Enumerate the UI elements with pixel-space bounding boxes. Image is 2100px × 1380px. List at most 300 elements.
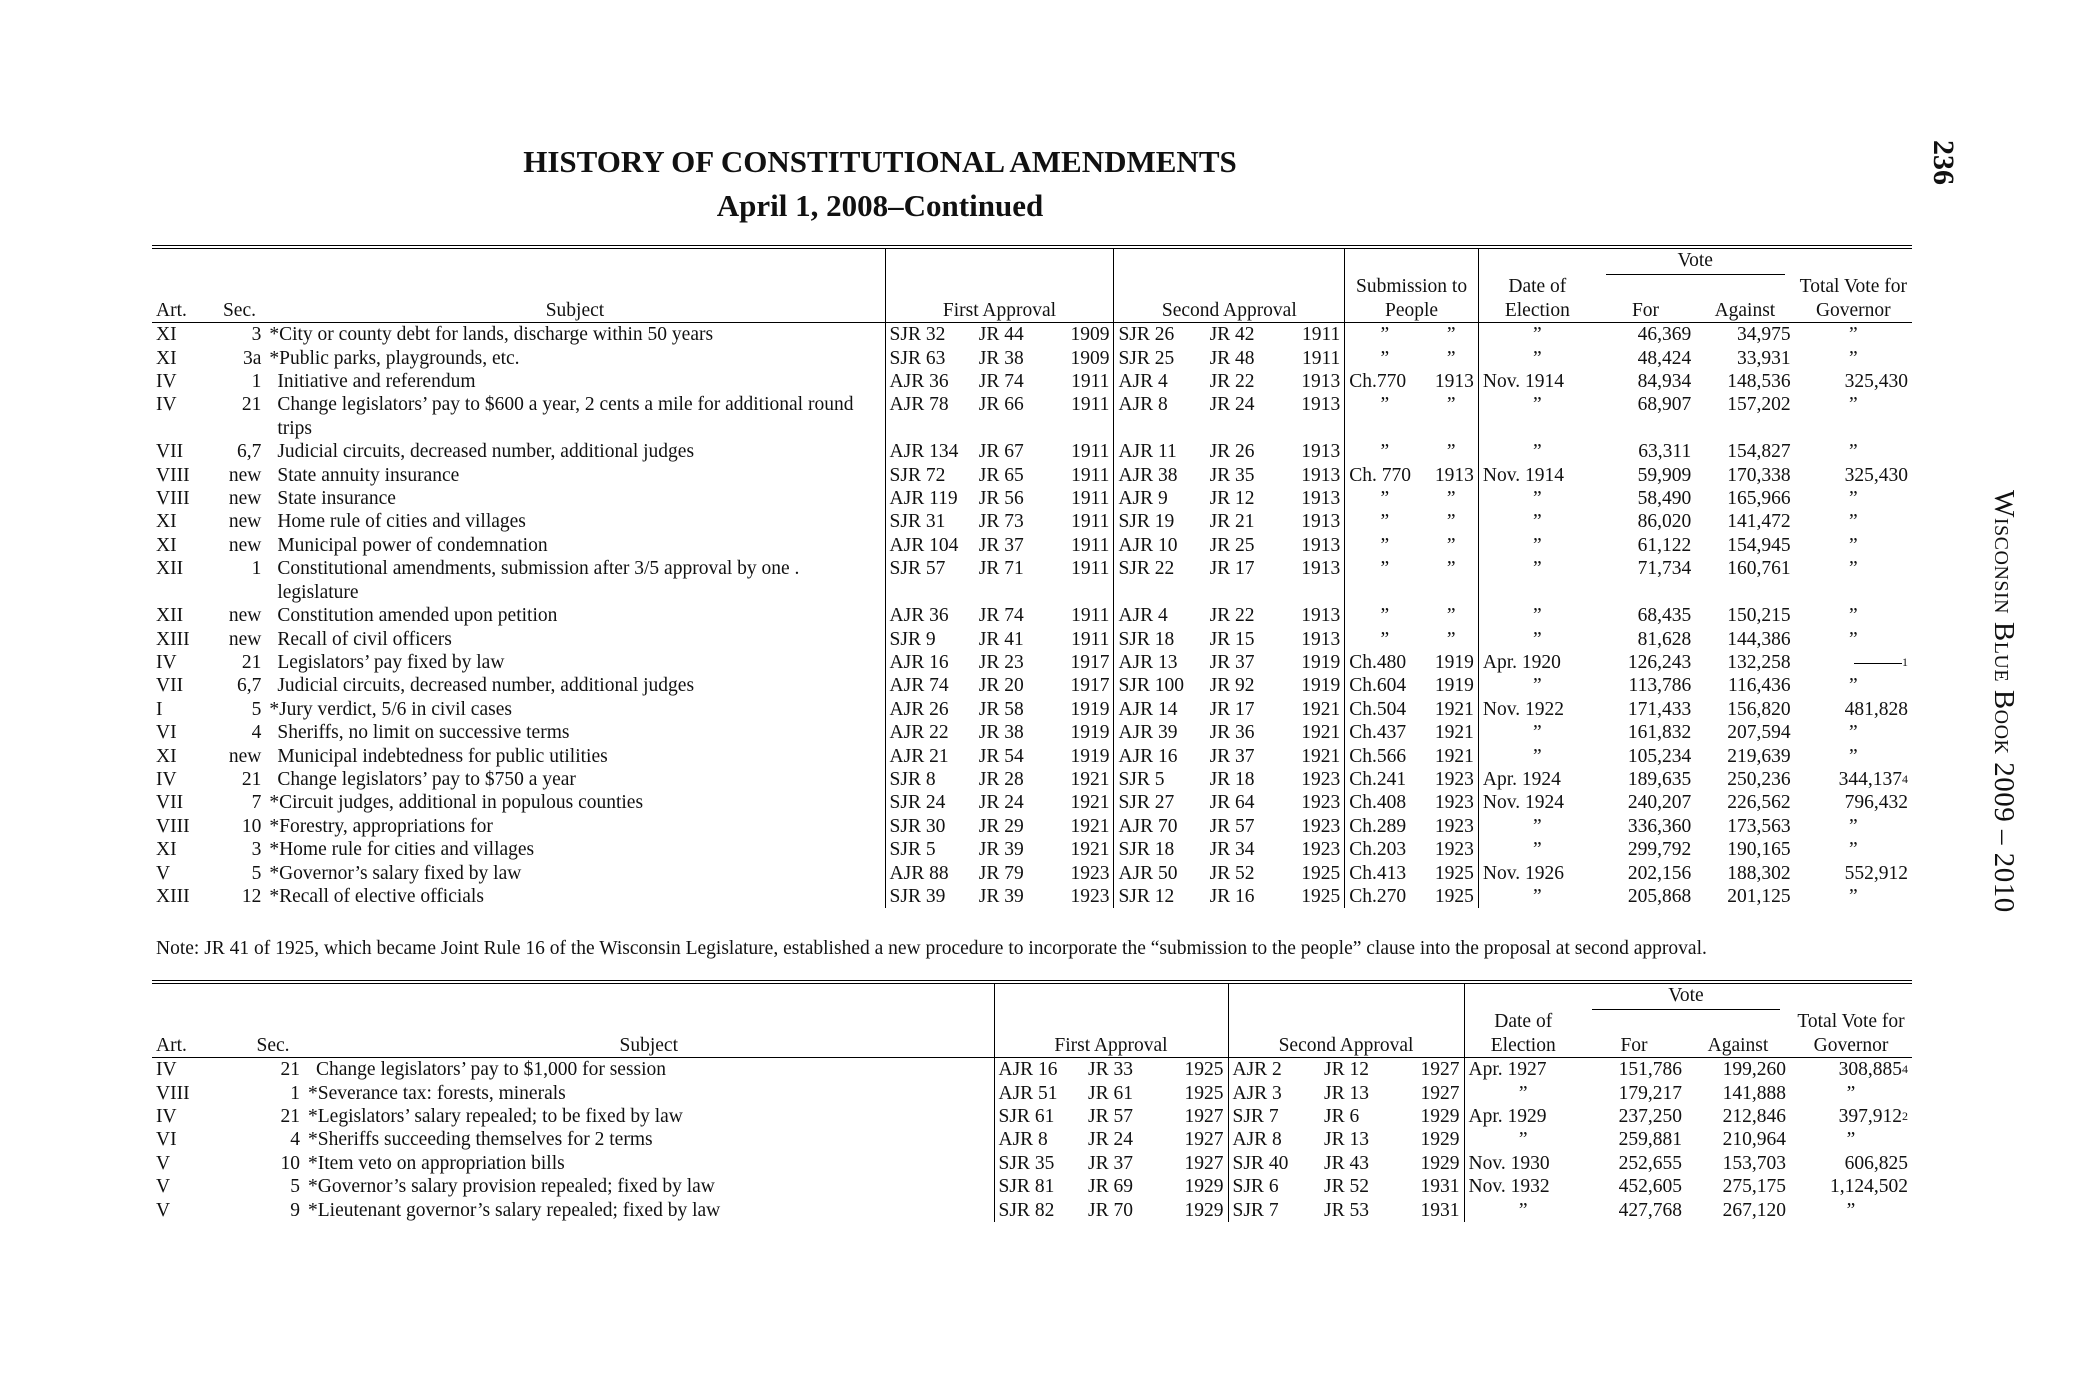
table-row: [152, 393, 1912, 440]
first-approval-bill: SJR 57: [885, 557, 975, 604]
table-1-body: [152, 323, 1912, 909]
subject-cell: Change legislators’ pay to $1,000 for session: [316, 1059, 667, 1081]
first-approval-jr: JR 61: [1088, 1082, 1133, 1104]
first-approval-jr: JR 39: [978, 839, 1024, 861]
subject-cell: Judicial circuits, decreased number, additional judges: [277, 441, 695, 463]
first-approval-bill: SJR 61: [994, 1105, 1084, 1128]
subject-cell: Change legislators’ pay to $600 a year, 2 cents a mile for additional round trips: [277, 394, 854, 439]
first-approval-year: 1927: [1184, 1106, 1224, 1128]
art-cell: XI: [156, 745, 177, 767]
vote-for: 171,433: [1627, 698, 1692, 720]
second-approval-bill: SJR 19: [1114, 510, 1206, 533]
election-date: Apr. 1929: [1464, 1105, 1582, 1128]
first-approval-bill: SJR 9: [885, 628, 975, 651]
second-approval-year: 1911: [1301, 347, 1341, 369]
vote-against: 201,125: [1727, 885, 1791, 907]
second-approval-jr: JR 13: [1324, 1129, 1369, 1151]
sec-cell: 5: [290, 1176, 300, 1198]
table-row: [152, 464, 1912, 487]
second-approval-year: 1921: [1301, 722, 1341, 744]
second-approval-bill: AJR 70: [1114, 815, 1206, 838]
election-date: ”: [1478, 745, 1595, 768]
table-row: [152, 534, 1912, 557]
first-approval-year: 1917: [1070, 651, 1110, 673]
election-date: ”: [1478, 815, 1595, 838]
vote-for: 205,868: [1627, 885, 1692, 907]
vote-for: 81,628: [1637, 628, 1692, 650]
vote-against: 250,236: [1727, 768, 1791, 790]
sec-cell: 21: [241, 394, 262, 416]
sec-cell: 3: [251, 839, 262, 861]
table-row: [152, 1152, 1912, 1175]
page-title: [0, 140, 1760, 228]
vote-against: 116,436: [1727, 675, 1791, 697]
submission-chapter: ”: [1345, 347, 1425, 370]
subject-cell: *Circuit judges, additional in populous counties: [269, 792, 644, 814]
art-cell: IV: [156, 1106, 177, 1128]
total-vote: 552,912: [1844, 862, 1908, 884]
first-approval-year: 1921: [1070, 768, 1110, 790]
second-approval-jr: JR 36: [1209, 722, 1255, 744]
first-approval-year: 1909: [1070, 324, 1110, 346]
second-approval-year: 1913: [1301, 441, 1341, 463]
submission-year: 1923: [1434, 815, 1474, 837]
total-vote: 397,912$^2$: [1838, 1106, 1908, 1128]
vote-header-2: Vote: [1582, 984, 1790, 1010]
first-approval-jr: JR 57: [1088, 1106, 1133, 1128]
vote-for: 46,369: [1637, 324, 1692, 346]
page-number: 236: [1927, 140, 1960, 185]
second-approval-jr: JR 22: [1209, 371, 1255, 393]
first-approval-year: 1929: [1184, 1176, 1224, 1198]
vote-for: 86,020: [1637, 511, 1692, 533]
election-date: ”: [1464, 1199, 1582, 1222]
art-cell: VII: [156, 441, 184, 463]
table-row: [152, 885, 1912, 908]
second-approval-jr: JR 26: [1209, 441, 1255, 463]
submission-year: 1923: [1434, 839, 1474, 861]
sec-cell: 10: [241, 815, 262, 837]
table-row: [152, 721, 1912, 744]
art-cell: IV: [156, 371, 177, 393]
sec-cell: 1: [251, 371, 262, 393]
subject-cell: State insurance: [277, 488, 396, 510]
election-date: Nov. 1932: [1464, 1175, 1582, 1198]
art-cell: V: [156, 1176, 171, 1198]
second-approval-bill: AJR 14: [1114, 698, 1206, 721]
art-cell: VIII: [156, 815, 190, 837]
vote-for: 252,655: [1618, 1152, 1682, 1174]
total-vote: ”: [1848, 324, 1858, 346]
vote-for: 202,156: [1627, 862, 1692, 884]
second-approval-year: 1929: [1420, 1106, 1460, 1128]
vote-for: 299,792: [1627, 839, 1692, 861]
submission-chapter: ”: [1345, 534, 1425, 557]
second-approval-jr: JR 22: [1209, 605, 1255, 627]
total-vote: ”: [1848, 722, 1858, 744]
second-approval-jr: JR 15: [1209, 628, 1255, 650]
vote-against: 170,338: [1727, 464, 1791, 486]
second-approval-jr: JR 16: [1209, 885, 1255, 907]
first-approval-jr: JR 41: [978, 628, 1024, 650]
sec-cell: new: [228, 464, 262, 486]
first-approval-year: 1919: [1070, 722, 1110, 744]
second-approval-jr: JR 6: [1324, 1106, 1360, 1128]
title-line-2: April 1, 2008–Continued: [716, 188, 1044, 223]
subject-cell: Change legislators’ pay to $750 a year: [277, 768, 576, 790]
sec-cell: new: [228, 605, 262, 627]
subject-cell: Initiative and referendum: [277, 371, 476, 393]
second-approval-year: 1923: [1301, 768, 1341, 790]
vote-for: 84,934: [1637, 371, 1692, 393]
submission-year: 1923: [1434, 792, 1474, 814]
submission-chapter: Ch.770: [1345, 370, 1425, 393]
first-approval-year: 1921: [1070, 792, 1110, 814]
first-approval-year: 1911: [1071, 488, 1110, 510]
second-approval-bill: AJR 39: [1114, 721, 1206, 744]
submission-year: 1925: [1434, 885, 1474, 907]
submission-chapter: Ch.408: [1345, 791, 1425, 814]
vote-for: 61,122: [1637, 534, 1692, 556]
total-vote: ”: [1848, 394, 1858, 416]
footnote-marker: 2: [1902, 1109, 1908, 1124]
art-cell: IV: [156, 1059, 177, 1081]
second-approval-jr: JR 64: [1209, 792, 1255, 814]
subject-cell: *Forestry, appropriations for: [269, 815, 493, 837]
first-approval-jr: JR 29: [978, 815, 1024, 837]
second-approval-jr: JR 17: [1209, 698, 1255, 720]
sec-cell: 21: [280, 1106, 300, 1128]
second-approval-bill: AJR 8: [1228, 1128, 1320, 1151]
second-approval-year: 1913: [1301, 394, 1341, 416]
total-vote: ”: [1848, 511, 1858, 533]
col-art-2: Art.: [152, 1010, 242, 1057]
art-cell: XI: [156, 347, 177, 369]
table-row: [152, 510, 1912, 533]
subject-cell: *Jury verdict, 5/6 in civil cases: [269, 698, 512, 720]
art-cell: XI: [156, 324, 177, 346]
col-second-approval: Second Approval: [1114, 275, 1345, 322]
table-row: [152, 815, 1912, 838]
submission-chapter: ”: [1345, 393, 1425, 440]
vote-for: 336,360: [1627, 815, 1692, 837]
subject-cell: *Governor’s salary provision repealed; fixed by law: [308, 1176, 715, 1198]
submission-chapter: Ch.241: [1345, 768, 1425, 791]
first-approval-jr: JR 28: [978, 768, 1024, 790]
second-approval-year: 1913: [1301, 534, 1341, 556]
col-for: For: [1596, 275, 1695, 322]
election-date: Nov. 1922: [1478, 698, 1595, 721]
vote-against: 165,966: [1727, 488, 1791, 510]
first-approval-jr: JR 23: [978, 651, 1024, 673]
vote-against: 212,846: [1722, 1106, 1786, 1128]
submission-year: 1919: [1434, 651, 1474, 673]
submission-year: ”: [1446, 558, 1456, 580]
vote-against: 188,302: [1727, 862, 1791, 884]
second-approval-bill: AJR 38: [1114, 464, 1206, 487]
total-vote: ”: [1848, 488, 1858, 510]
table-row: [152, 323, 1912, 347]
total-vote: 796,432: [1844, 792, 1908, 814]
total-vote: ”: [1848, 815, 1858, 837]
second-approval-bill: SJR 12: [1114, 885, 1206, 908]
subject-cell: *Severance tax: forests, minerals: [308, 1082, 566, 1104]
sec-cell: 6,7: [236, 675, 262, 697]
amendments-table-2: [152, 980, 1912, 1222]
submission-chapter: Ch.413: [1345, 862, 1425, 885]
sec-cell: 7: [251, 792, 262, 814]
subject-cell: *Home rule for cities and villages: [269, 839, 535, 861]
first-approval-bill: SJR 5: [885, 838, 975, 861]
first-approval-jr: JR 70: [1088, 1199, 1133, 1221]
submission-chapter: Ch.203: [1345, 838, 1425, 861]
second-approval-year: 1929: [1420, 1129, 1460, 1151]
first-approval-year: 1919: [1070, 745, 1110, 767]
second-approval-year: 1925: [1301, 862, 1341, 884]
second-approval-jr: JR 17: [1209, 558, 1255, 580]
subject-cell: *Public parks, playgrounds, etc.: [269, 347, 520, 369]
sec-cell: 5: [251, 698, 262, 720]
first-approval-year: 1923: [1070, 862, 1110, 884]
second-approval-bill: AJR 9: [1114, 487, 1206, 510]
first-approval-jr: JR 79: [978, 862, 1024, 884]
vote-for: 59,909: [1637, 464, 1692, 486]
vote-for: 240,207: [1627, 792, 1692, 814]
subject-cell: Sheriffs, no limit on successive terms: [277, 722, 570, 744]
subject-cell: Constitutional amendments, submission after 3/5 approval by one . legislature: [277, 558, 800, 603]
first-approval-bill: AJR 78: [885, 393, 975, 440]
election-date: ”: [1478, 674, 1595, 697]
vote-against: 190,165: [1727, 839, 1791, 861]
submission-year: ”: [1446, 488, 1456, 510]
election-date: ”: [1478, 440, 1595, 463]
total-vote: ”: [1848, 558, 1858, 580]
first-approval-bill: SJR 32: [885, 323, 975, 347]
subject-cell: *Legislators’ salary repealed; to be fixed by law: [308, 1106, 683, 1128]
first-approval-jr: JR 66: [978, 394, 1024, 416]
sec-cell: new: [228, 745, 262, 767]
first-approval-year: 1911: [1071, 534, 1110, 556]
election-date: ”: [1478, 838, 1595, 861]
total-vote: ”: [1848, 628, 1858, 650]
second-approval-bill: AJR 8: [1114, 393, 1206, 440]
second-approval-bill: AJR 4: [1114, 604, 1206, 627]
first-approval-jr: JR 44: [978, 324, 1024, 346]
second-approval-jr: JR 34: [1209, 839, 1255, 861]
total-vote: 325,430: [1844, 464, 1908, 486]
art-cell: VI: [156, 1129, 177, 1151]
second-approval-bill: SJR 25: [1114, 347, 1206, 370]
election-date: ”: [1478, 885, 1595, 908]
first-approval-jr: JR 73: [978, 511, 1024, 533]
second-approval-bill: AJR 11: [1114, 440, 1206, 463]
submission-year: ”: [1446, 628, 1456, 650]
table-row: [152, 604, 1912, 627]
election-date: Nov. 1914: [1478, 464, 1595, 487]
art-cell: XI: [156, 534, 177, 556]
second-approval-year: 1911: [1301, 324, 1341, 346]
first-approval-year: 1921: [1070, 839, 1110, 861]
second-approval-bill: SJR 7: [1228, 1199, 1320, 1222]
second-approval-bill: SJR 18: [1114, 628, 1206, 651]
vote-against: 144,386: [1727, 628, 1791, 650]
table-2-body: [152, 1058, 1912, 1222]
first-approval-bill: AJR 119: [885, 487, 975, 510]
vote-against: 141,888: [1722, 1082, 1786, 1104]
col-date-2: Date of Election: [1464, 1010, 1582, 1057]
sec-cell: 1: [290, 1082, 300, 1104]
total-vote: 606,825: [1844, 1152, 1908, 1174]
election-date: ”: [1478, 628, 1595, 651]
sec-cell: 3a: [242, 347, 262, 369]
vote-for: 259,881: [1618, 1129, 1682, 1151]
dash-line: [1854, 663, 1902, 664]
footnote-marker: 4: [1902, 771, 1908, 786]
first-approval-bill: AJR 21: [885, 745, 975, 768]
second-approval-year: 1913: [1301, 511, 1341, 533]
first-approval-year: 1909: [1070, 347, 1110, 369]
sec-cell: 1: [251, 558, 262, 580]
vote-for: 105,234: [1627, 745, 1692, 767]
submission-chapter: ”: [1345, 510, 1425, 533]
first-approval-year: 1929: [1184, 1199, 1224, 1221]
vote-for: 179,217: [1618, 1082, 1682, 1104]
sec-cell: new: [228, 534, 262, 556]
second-approval-year: 1927: [1420, 1059, 1460, 1081]
first-approval-bill: SJR 35: [994, 1152, 1084, 1175]
first-approval-bill: AJR 74: [885, 674, 975, 697]
first-approval-bill: SJR 8: [885, 768, 975, 791]
subject-cell: *Recall of elective officials: [269, 885, 484, 907]
second-approval-jr: JR 37: [1209, 651, 1255, 673]
second-approval-bill: SJR 6: [1228, 1175, 1320, 1198]
second-approval-year: 1925: [1301, 885, 1341, 907]
total-vote: 308,885$^4$: [1838, 1059, 1908, 1081]
submission-year: ”: [1446, 511, 1456, 533]
first-approval-bill: AJR 26: [885, 698, 975, 721]
vote-for: 161,832: [1627, 722, 1692, 744]
second-approval-bill: SJR 7: [1228, 1105, 1320, 1128]
total-vote: 481,828: [1844, 698, 1908, 720]
vote-for: 189,635: [1627, 768, 1692, 790]
art-cell: V: [156, 1199, 171, 1221]
submission-chapter: ”: [1345, 323, 1425, 347]
vote-against: 267,120: [1722, 1199, 1786, 1221]
sec-cell: 10: [280, 1152, 300, 1174]
first-approval-jr: JR 38: [978, 722, 1024, 744]
first-approval-bill: SJR 31: [885, 510, 975, 533]
first-approval-bill: AJR 51: [994, 1082, 1084, 1105]
col-sec: Sec.: [214, 275, 266, 322]
submission-year: 1921: [1434, 745, 1474, 767]
first-approval-year: 1911: [1071, 511, 1110, 533]
first-approval-bill: SJR 24: [885, 791, 975, 814]
first-approval-bill: AJR 22: [885, 721, 975, 744]
subject-cell: *Sheriffs succeeding themselves for 2 terms: [308, 1129, 653, 1151]
second-approval-bill: SJR 5: [1114, 768, 1206, 791]
second-approval-year: 1919: [1301, 651, 1341, 673]
art-cell: VIII: [156, 488, 190, 510]
art-cell: V: [156, 862, 171, 884]
first-approval-year: 1911: [1071, 371, 1110, 393]
election-date: Apr. 1927: [1464, 1058, 1582, 1082]
election-date: ”: [1478, 323, 1595, 347]
art-cell: VII: [156, 792, 184, 814]
election-date: Apr. 1920: [1478, 651, 1595, 674]
first-approval-year: 1925: [1184, 1059, 1224, 1081]
subject-cell: *Lieutenant governor’s salary repealed; fixed by law: [308, 1199, 721, 1221]
election-date: Apr. 1924: [1478, 768, 1595, 791]
submission-year: ”: [1446, 441, 1456, 463]
submission-year: ”: [1446, 534, 1456, 556]
art-cell: V: [156, 1152, 171, 1174]
first-approval-bill: AJR 16: [885, 651, 975, 674]
art-cell: IV: [156, 394, 177, 416]
second-approval-jr: JR 92: [1209, 675, 1255, 697]
art-cell: XI: [156, 839, 177, 861]
art-cell: IV: [156, 768, 177, 790]
second-approval-year: 1923: [1301, 815, 1341, 837]
subject-cell: State annuity insurance: [277, 464, 460, 486]
vote-against: 154,945: [1727, 534, 1791, 556]
table-row: [152, 745, 1912, 768]
art-cell: VII: [156, 675, 184, 697]
vote-against: 275,175: [1722, 1176, 1786, 1198]
art-cell: XIII: [156, 628, 190, 650]
vote-for: 151,786: [1618, 1059, 1682, 1081]
submission-year: 1921: [1434, 722, 1474, 744]
table-row: [152, 557, 1912, 604]
first-approval-jr: JR 69: [1088, 1176, 1133, 1198]
art-cell: VIII: [156, 1082, 190, 1104]
subject-cell: *City or county debt for lands, discharge within 50 years: [269, 324, 714, 346]
table-row: [152, 440, 1912, 463]
first-approval-bill: AJR 88: [885, 862, 975, 885]
second-approval-bill: SJR 26: [1114, 323, 1206, 347]
sec-cell: new: [228, 488, 262, 510]
first-approval-bill: SJR 39: [885, 885, 975, 908]
col-total: Total Vote for Governor: [1795, 275, 1912, 322]
submission-year: ”: [1446, 605, 1456, 627]
election-date: Nov. 1930: [1464, 1152, 1582, 1175]
submission-chapter: ”: [1345, 604, 1425, 627]
subject-cell: Municipal indebtedness for public utilities: [277, 745, 608, 767]
second-approval-jr: JR 12: [1209, 488, 1255, 510]
first-approval-year: 1911: [1071, 628, 1110, 650]
submission-chapter: ”: [1345, 557, 1425, 604]
table-row: [152, 370, 1912, 393]
first-approval-bill: SJR 30: [885, 815, 975, 838]
col-against: Against: [1695, 275, 1794, 322]
second-approval-year: 1931: [1420, 1176, 1460, 1198]
second-approval-jr: JR 12: [1324, 1059, 1369, 1081]
col-subject: Subject: [265, 275, 885, 322]
submission-chapter: Ch.289: [1345, 815, 1425, 838]
first-approval-year: 1927: [1184, 1129, 1224, 1151]
first-approval-year: 1921: [1070, 815, 1110, 837]
submission-year: ”: [1446, 347, 1456, 369]
total-vote: ”: [1846, 1199, 1856, 1221]
second-approval-bill: AJR 16: [1114, 745, 1206, 768]
election-date: ”: [1464, 1128, 1582, 1151]
submission-chapter: Ch.480: [1345, 651, 1425, 674]
second-approval-jr: JR 24: [1209, 394, 1255, 416]
first-approval-year: 1919: [1070, 698, 1110, 720]
second-approval-bill: AJR 50: [1114, 862, 1206, 885]
second-approval-year: 1913: [1301, 464, 1341, 486]
footnote: Note: JR 41 of 1925, which became Joint Rule 16 of the Wisconsin Legislature, established a new procedure to incorporate the “submission to the people” clause into the proposal at second approval.: [156, 938, 1707, 959]
table-row: [152, 698, 1912, 721]
